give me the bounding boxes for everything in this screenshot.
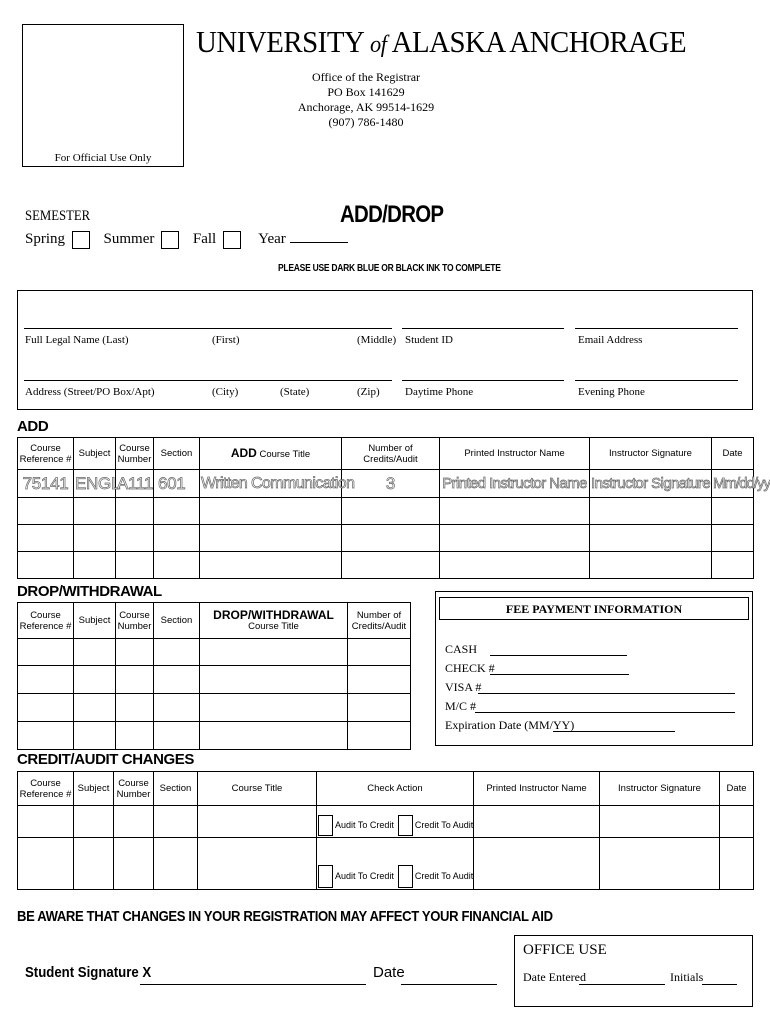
registrar-address bbox=[266, 70, 466, 130]
credit-to-audit-label: Credit To Audit bbox=[414, 820, 474, 831]
ca-col-check-action: Check Action bbox=[317, 772, 474, 806]
ink-note: PLEASE USE DARK BLUE OR BLACK INK TO COMPLETE bbox=[278, 263, 501, 274]
spring-checkbox[interactable] bbox=[72, 231, 90, 249]
audit-to-credit-label: Audit To Credit bbox=[335, 871, 394, 882]
student-signature-label: Student Signature X bbox=[25, 964, 152, 981]
date-entered-line[interactable] bbox=[579, 984, 665, 985]
ca-col-subject: Subject bbox=[74, 772, 114, 806]
ca-col-title: Course Title bbox=[198, 772, 317, 806]
day-phone-label: Daytime Phone bbox=[405, 386, 474, 398]
drop-col-course-num: Course Number bbox=[116, 603, 154, 639]
state-label: (State) bbox=[280, 386, 310, 398]
full-name-label: Full Legal Name (Last) bbox=[25, 334, 129, 346]
year-label: Year bbox=[258, 231, 286, 247]
day-phone-line[interactable] bbox=[402, 380, 564, 381]
ex-section: 601 bbox=[154, 470, 200, 498]
exp-line[interactable] bbox=[553, 731, 675, 732]
ca-row[interactable] bbox=[18, 838, 754, 890]
cash-line[interactable] bbox=[490, 655, 627, 656]
initials-line[interactable] bbox=[702, 984, 737, 985]
visa-line[interactable] bbox=[478, 693, 735, 694]
semester-label: SEMESTER bbox=[25, 208, 91, 224]
audit-to-credit-checkbox[interactable] bbox=[318, 815, 333, 836]
ca-col-course-ref: Course Reference # bbox=[18, 772, 74, 806]
add-col-signature: Instructor Signature bbox=[590, 438, 712, 470]
drop-col-credits: Number of Credits/Audit bbox=[348, 603, 411, 639]
add-table bbox=[17, 437, 770, 579]
add-title-bold: ADD bbox=[230, 445, 257, 460]
registrar-po-box: PO Box 141629 bbox=[327, 85, 405, 99]
ex-credits: 3 bbox=[342, 470, 440, 498]
ex-course-num: A111 bbox=[116, 470, 154, 498]
email-label: Email Address bbox=[578, 334, 643, 346]
financial-aid-warning: BE AWARE THAT CHANGES IN YOUR REGISTRATION MAY AFFECT YOUR FINANCIAL AID bbox=[17, 908, 553, 925]
registrar-city: Anchorage, AK 99514-1629 bbox=[297, 100, 435, 114]
drop-row[interactable] bbox=[18, 694, 411, 722]
exp-label: Expiration Date (MM/YY) bbox=[445, 718, 575, 732]
add-col-course-ref: Course Reference # bbox=[18, 438, 74, 470]
drop-table bbox=[17, 602, 411, 750]
fee-title-box bbox=[439, 597, 749, 620]
audit-to-credit-label: Audit To Credit bbox=[335, 820, 394, 831]
add-row[interactable] bbox=[18, 498, 754, 525]
check-line[interactable] bbox=[490, 674, 629, 675]
ex-date: Mm/dd/yy bbox=[712, 470, 754, 498]
add-col-course-num: Course Number bbox=[116, 438, 154, 470]
official-use-label: For Official Use Only bbox=[54, 152, 152, 164]
add-col-instructor: Printed Instructor Name bbox=[440, 438, 590, 470]
office-use-title: OFFICE USE bbox=[523, 942, 607, 958]
drop-col-section: Section bbox=[154, 603, 200, 639]
drop-row[interactable] bbox=[18, 666, 411, 694]
visa-label: VISA # bbox=[445, 680, 482, 694]
university-name-part2: ALASKA ANCHORAGE bbox=[391, 24, 687, 59]
signature-date-line[interactable] bbox=[401, 984, 497, 985]
add-col-credits: Number of Credits/Audit bbox=[342, 438, 440, 470]
official-use-box bbox=[22, 24, 184, 167]
eve-phone-label: Evening Phone bbox=[578, 386, 645, 398]
add-title-rest: Course Title bbox=[256, 448, 311, 460]
form-title: ADD/DROP bbox=[340, 201, 444, 228]
signature-date-label: Date bbox=[373, 964, 405, 981]
summer-checkbox[interactable] bbox=[161, 231, 179, 249]
fall-checkbox[interactable] bbox=[223, 231, 241, 249]
initials-label: Initials bbox=[670, 970, 704, 984]
add-row[interactable] bbox=[18, 552, 754, 579]
fee-title: FEE PAYMENT INFORMATION bbox=[505, 602, 683, 616]
drop-col-course-ref: Course Reference # bbox=[18, 603, 74, 639]
ca-col-course-num: Course Number bbox=[114, 772, 154, 806]
ca-check-action-cell bbox=[317, 806, 474, 838]
cash-label: CASH bbox=[445, 642, 478, 656]
ex-title: Written Communication bbox=[200, 470, 342, 498]
eve-phone-line[interactable] bbox=[575, 380, 738, 381]
add-col-title bbox=[200, 438, 342, 470]
ca-col-signature: Instructor Signature bbox=[600, 772, 720, 806]
first-name-label: (First) bbox=[212, 334, 240, 346]
credit-audit-table bbox=[17, 771, 754, 890]
spring-label: Spring bbox=[25, 231, 66, 247]
drop-row[interactable] bbox=[18, 722, 411, 750]
drop-row[interactable] bbox=[18, 639, 411, 666]
drop-col-subject: Subject bbox=[74, 603, 116, 639]
ex-signature: Instructor Signature bbox=[590, 470, 712, 498]
ca-check-action-cell bbox=[317, 838, 474, 890]
year-field[interactable] bbox=[290, 229, 348, 243]
audit-to-credit-checkbox[interactable] bbox=[318, 865, 333, 888]
ca-col-section: Section bbox=[154, 772, 198, 806]
drop-col-title bbox=[200, 603, 348, 639]
email-line[interactable] bbox=[575, 328, 738, 329]
semester-options bbox=[25, 229, 348, 249]
mc-label: M/C # bbox=[445, 699, 477, 713]
name-line[interactable] bbox=[24, 328, 392, 329]
university-name-part1: UNIVERSITY bbox=[196, 24, 364, 59]
credit-audit-heading: CREDIT/AUDIT CHANGES bbox=[17, 751, 195, 768]
drop-title-bold: DROP/WITHDRAWAL bbox=[213, 607, 334, 622]
office-use-box bbox=[514, 935, 753, 1007]
ca-col-date: Date bbox=[720, 772, 754, 806]
drop-heading: DROP/WITHDRAWAL bbox=[17, 583, 162, 600]
student-signature-line[interactable] bbox=[140, 984, 366, 985]
student-id-line[interactable] bbox=[402, 328, 564, 329]
summer-label: Summer bbox=[103, 231, 155, 247]
mc-line[interactable] bbox=[475, 712, 735, 713]
add-example-row bbox=[18, 470, 754, 498]
student-id-label: Student ID bbox=[405, 334, 453, 346]
ex-course-ref: 75141 bbox=[18, 470, 74, 498]
city-label: (City) bbox=[212, 386, 239, 398]
university-name-of: of bbox=[369, 32, 387, 58]
ca-row[interactable] bbox=[18, 806, 754, 838]
credit-to-audit-checkbox[interactable] bbox=[398, 865, 413, 888]
add-col-subject: Subject bbox=[74, 438, 116, 470]
registrar-phone: (907) 786-1480 bbox=[328, 115, 404, 129]
check-label: CHECK # bbox=[445, 661, 495, 675]
zip-label: (Zip) bbox=[357, 386, 380, 398]
middle-name-label: (Middle) bbox=[357, 334, 397, 346]
ex-instructor: Printed Instructor Name bbox=[440, 470, 590, 498]
add-heading: ADD bbox=[17, 418, 49, 435]
address-line[interactable] bbox=[24, 380, 392, 381]
university-name bbox=[196, 24, 686, 60]
ca-col-instructor: Printed Instructor Name bbox=[474, 772, 600, 806]
registrar-office: Office of the Registrar bbox=[311, 70, 421, 84]
add-col-date: Date bbox=[712, 438, 754, 470]
address-label: Address (Street/PO Box/Apt) bbox=[25, 386, 155, 398]
drop-title-rest: Course Title bbox=[248, 620, 299, 632]
fall-label: Fall bbox=[192, 231, 217, 247]
date-entered-label: Date Entered bbox=[523, 970, 586, 984]
credit-to-audit-label: Credit To Audit bbox=[414, 871, 474, 882]
add-col-section: Section bbox=[154, 438, 200, 470]
credit-to-audit-checkbox[interactable] bbox=[398, 815, 413, 836]
ex-subject: ENGL bbox=[74, 470, 116, 498]
add-row[interactable] bbox=[18, 525, 754, 552]
